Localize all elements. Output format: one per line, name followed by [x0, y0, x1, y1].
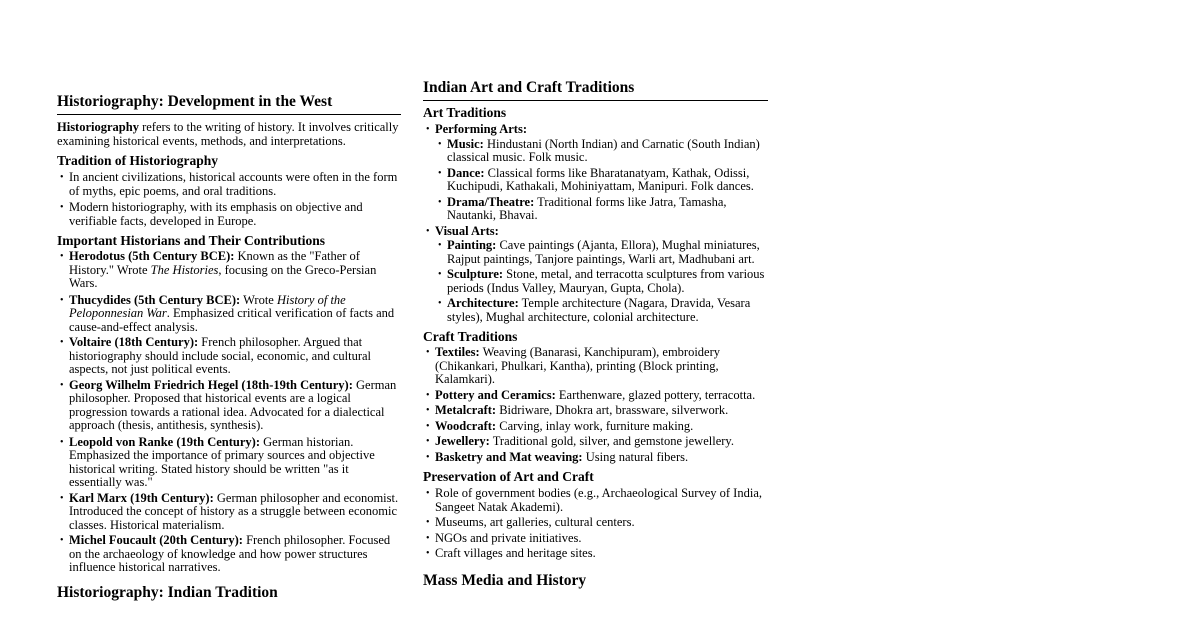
list-item [423, 451, 768, 465]
intro-paragraph [57, 121, 401, 148]
historian-text: . Emphasized critical verification of facts and cause-and-effect analysis. [69, 306, 395, 334]
historian-text: German philosopher. Proposed that historical events are a logical progression towards a rational idea. Advocated for a dialectical approach (thesis, antithesis, synthesis). [69, 377, 397, 432]
historian-name: Voltaire (18th Century): [69, 335, 199, 349]
list-item: • Role of government bodies (e.g., Archaeological Survey of India, Sangeet Natak Akademi). [423, 487, 768, 514]
item-text: Stone, metal, and terracotta sculptures from various periods (Indus Valley, Mauryan, Gupta, Chola). [447, 267, 765, 295]
item-text: Carving, inlay work, furniture making. [496, 418, 694, 433]
historian-text: German philosopher and economist. Introduced the concept of history as a struggle between economic classes. Historical materialism. [69, 490, 399, 532]
section-title-art-craft: Indian Art and Craft Traditions [423, 78, 768, 101]
item-label: Dance: [447, 165, 485, 180]
historian-item [57, 534, 401, 575]
list-item [423, 225, 768, 325]
list-item [435, 268, 768, 295]
left-column [57, 92, 401, 605]
list-item [423, 346, 768, 387]
item-label: Textiles: [435, 345, 480, 359]
historian-name: Karl Marx (19th Century): [69, 490, 214, 505]
list-item [435, 297, 768, 324]
intro-term: Historiography [57, 120, 139, 134]
historian-text: French philosopher. Argued that historiography should include social, economic, and cultural aspects, not just political events. [69, 335, 372, 376]
list-item [435, 239, 768, 266]
historian-name: Michel Foucault (20th Century): [69, 533, 243, 547]
list-item: • NGOs and private initiatives. [423, 532, 768, 546]
historian-work: History of the Peloponnesian War [69, 292, 346, 320]
item-label: Drama/Theatre: [447, 194, 535, 209]
section-title-historiography-indian: Historiography: Indian Tradition [57, 583, 278, 601]
list-item [423, 389, 768, 403]
item-text: Using natural fibers. [582, 449, 689, 464]
historian-name: Leopold von Ranke (19th Century): [69, 434, 260, 449]
list-item [435, 196, 768, 223]
list-item [435, 138, 768, 165]
item-text: Traditional forms like Jatra, Tamasha, Nautanki, Bhavai. [447, 194, 727, 222]
intro-text: refers to the writing of history. It involves critically examining historical events, methods, and interpretations. [57, 120, 399, 148]
preservation-heading: Preservation of Art and Craft [423, 469, 594, 484]
list-item [423, 404, 768, 418]
preservation-list [423, 487, 768, 561]
tradition-heading: Tradition of Historiography [57, 153, 219, 168]
item-label: Music: [447, 136, 484, 151]
item-text: Traditional gold, silver, and gemstone jewellery. [489, 434, 734, 448]
list-item: • Modern historiography, with its emphasis on objective and verifiable facts, developed in Europe. [57, 201, 401, 228]
historian-item [57, 492, 401, 533]
list-item: • In ancient civilizations, historical accounts were often in the form of myths, epic poems, and oral traditions. [57, 171, 401, 198]
historian-text: French philosopher. Focused on the archaeology of knowledge and how power structures influence historical narratives. [69, 533, 391, 574]
historian-text: , focusing on the Greco-Persian Wars. [69, 262, 377, 290]
art-list [423, 123, 768, 324]
historian-item [57, 379, 401, 433]
item-label: Jewellery: [435, 434, 490, 448]
art-heading: Art Traditions [423, 105, 507, 120]
historian-item [57, 336, 401, 377]
item-label: Metalcraft: [435, 403, 497, 417]
performing-list [435, 138, 768, 223]
item-text: Temple architecture (Nagara, Dravida, Vesara styles), Mughal architecture, colonial architecture. [447, 296, 751, 324]
historians-heading: Important Historians and Their Contributions [57, 233, 326, 248]
historian-item [57, 436, 401, 490]
list-item [423, 420, 768, 434]
item-label: Pottery and Ceramics: [435, 387, 556, 402]
item-label: Woodcraft: [435, 418, 497, 433]
list-item [423, 435, 768, 449]
historian-name: Georg Wilhelm Friedrich Hegel (18th-19th Century): [69, 377, 353, 392]
item-text: Bidriware, Dhokra art, brassware, silverwork. [496, 403, 729, 417]
item-text: Earthenware, glazed pottery, terracotta. [555, 387, 756, 402]
performing-label: Performing Arts: [435, 122, 527, 136]
tradition-list [57, 171, 401, 228]
item-label: Painting: [447, 238, 497, 252]
item-text: Weaving (Banarasi, Kanchipuram), embroidery (Chikankari, Phulkari, Kantha), printing (Block printing, Kalamkari). [435, 345, 721, 386]
section-title-historiography-west: Historiography: Development in the West [57, 92, 401, 115]
list-item: • Craft villages and heritage sites. [423, 547, 768, 561]
item-text: Hindustani (North Indian) and Carnatic (South Indian) classical music. Folk music. [447, 136, 760, 164]
visual-label: Visual Arts: [435, 223, 499, 238]
list-item [435, 167, 768, 194]
historian-text: German historian. Emphasized the importance of primary sources and objective historical writing. Stated history should be written "as it essentially was." [69, 434, 375, 489]
historian-item [57, 294, 401, 335]
historian-item [57, 250, 401, 291]
item-label: Architecture: [447, 296, 519, 310]
craft-list [423, 346, 768, 464]
historian-name: Herodotus (5th Century BCE): [69, 249, 235, 263]
list-item: • Museums, art galleries, cultural centers. [423, 516, 768, 530]
section-title-mass-media: Mass Media and History [423, 571, 587, 589]
right-column [423, 78, 768, 593]
visual-list [435, 239, 768, 324]
item-text: Classical forms like Bharatanatyam, Kathak, Odissi, Kuchipudi, Kathakali, Mohiniyattam, Manipuri. Folk dances. [447, 165, 754, 193]
item-label: Basketry and Mat weaving: [435, 449, 583, 464]
historian-name: Thucydides (5th Century BCE): [69, 292, 241, 307]
historians-list [57, 250, 401, 575]
item-label: Sculpture: [447, 267, 504, 281]
item-text: Cave paintings (Ajanta, Ellora), Mughal miniatures, Rajput paintings, Tanjore paintings, Warli art, Madhubani art. [447, 238, 760, 266]
list-item [423, 123, 768, 223]
craft-heading: Craft Traditions [423, 329, 518, 344]
historian-text: Wrote [240, 292, 277, 307]
historian-text: Known as the "Father of History." Wrote [69, 249, 360, 277]
historian-work: The Histories [150, 262, 219, 277]
